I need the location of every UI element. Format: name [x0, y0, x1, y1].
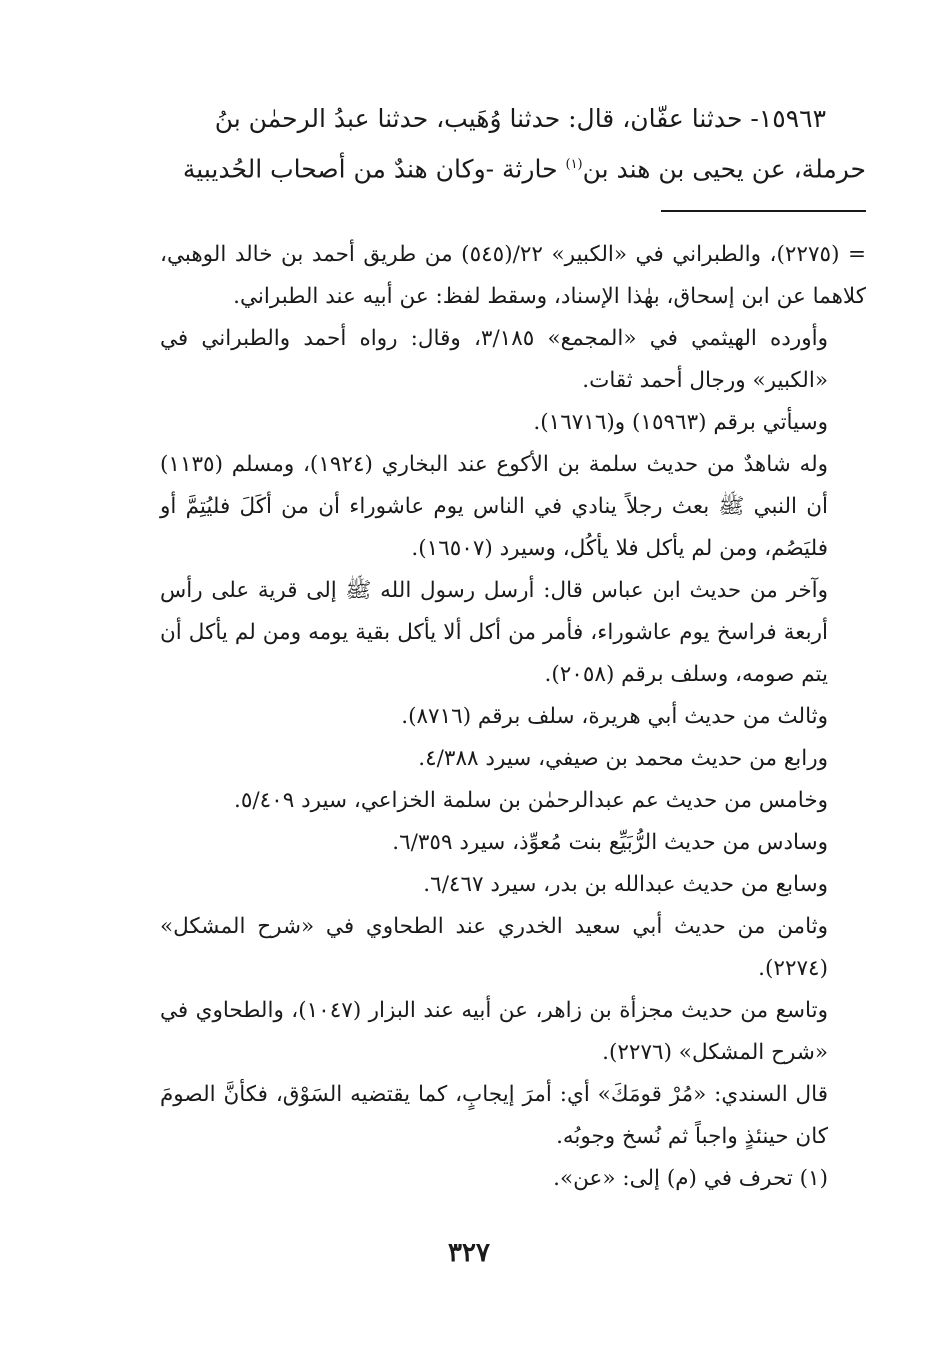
footnote-separator-wrap: [160, 192, 866, 234]
footnote-paragraph: وخامس من حديث عم عبدالرحمٰن بن سلمة الخزاعي، سيرد ٥/٤٠٩.: [233, 788, 828, 814]
footnote-paragraph: وثالث من حديث أبي هريرة، سلف برقم (٨٧١٦).: [401, 704, 828, 730]
footnote-paragraph: وله شاهدٌ من حديث سلمة بن الأكوع عند البخاري (١٩٢٤)، ومسلم (١١٣٥) أن النبي ﷺ بعث رجلاً ينادي في الناس يوم عاشوراء أن من أكَلَ فليُتِمَّ أو فليَصُم، ومن لم يأكل فلا يأكُل، وسيرد (١٦٥٠٧).: [160, 452, 829, 562]
footnote-marker: (١): [565, 157, 583, 172]
footnote-paragraph: وأورده الهيثمي في «المجمع» ٣/١٨٥، وقال: رواه أحمد والطبراني في «الكبير» ورجال أحمد ثقات.: [160, 326, 828, 394]
footnote-continuation: = (٢٢٧٥)، والطبراني في «الكبير» ٢٢/(٥٤٥) من طريق أحمد بن خالد الوهبي، كلاهما عن ابن إسحاق، بهٰذا الإسناد، وسقط لفظ: عن أبيه عند الطبراني.: [160, 242, 866, 310]
footnote-1: (١) تحرف في (م) إلى: «عن».: [553, 1166, 828, 1192]
page-number: ٣٢٧: [448, 1238, 490, 1268]
footnote-paragraph: وسادس من حديث الرُّبَيِّع بنت مُعوِّذ، سيرد ٦/٣٥٩.: [392, 830, 828, 856]
footnote-paragraph: قال السندي: «مُرْ قومَكَ» أي: أمرَ إيجابٍ، كما يقتضيه السَوْق، فكأنَّ الصومَ كان حينئذٍ واجباً ثم نُسخ وجوبُه.: [160, 1082, 828, 1150]
footnote-paragraph: وسيأتي برقم (١٥٩٦٣) و(١٦٧١٦).: [533, 410, 828, 436]
footnote-paragraph: وثامن من حديث أبي سعيد الخدري عند الطحاوي في «شرح المشكل» (٢٢٧٤).: [160, 914, 828, 982]
page-body: [160, 96, 866, 1200]
hadith-line-2: [160, 142, 866, 192]
hadith-line-1: ١٥٩٦٣- حدثنا عفّان، قال: حدثنا وُهَيب، حدثنا عبدُ الرحمٰن بنُ: [214, 104, 826, 133]
footnote-paragraph: وآخر من حديث ابن عباس قال: أرسل رسول الله ﷺ إلى قرية على رأس أربعة فراسخ يوم عاشوراء، فأمر من أكل ألا يأكل بقية يومه ومن لم يأكل أن يتم صومه، وسلف برقم (٢٠٥٨).: [160, 578, 828, 688]
hadith-line-2-end: حارثة -وكان هندٌ من أصحاب الحُديبية: [182, 154, 566, 184]
footnote-paragraph: وتاسع من حديث مجزأة بن زاهر، عن أبيه عند البزار (١٠٤٧)، والطحاوي في «شرح المشكل» (٢٢٧٦).: [160, 998, 828, 1066]
footnotes: [160, 234, 866, 1200]
hadith-line-2-start: حرملة، عن يحيى بن هند بن: [582, 154, 866, 184]
footnote-paragraph: وسابع من حديث عبدالله بن بدر، سيرد ٦/٤٦٧.: [423, 872, 828, 898]
footnote-separator: [661, 210, 866, 212]
main-text: [160, 96, 866, 192]
footnote-paragraph: ورابع من حديث محمد بن صيفي، سيرد ٤/٣٨٨.: [418, 746, 828, 772]
